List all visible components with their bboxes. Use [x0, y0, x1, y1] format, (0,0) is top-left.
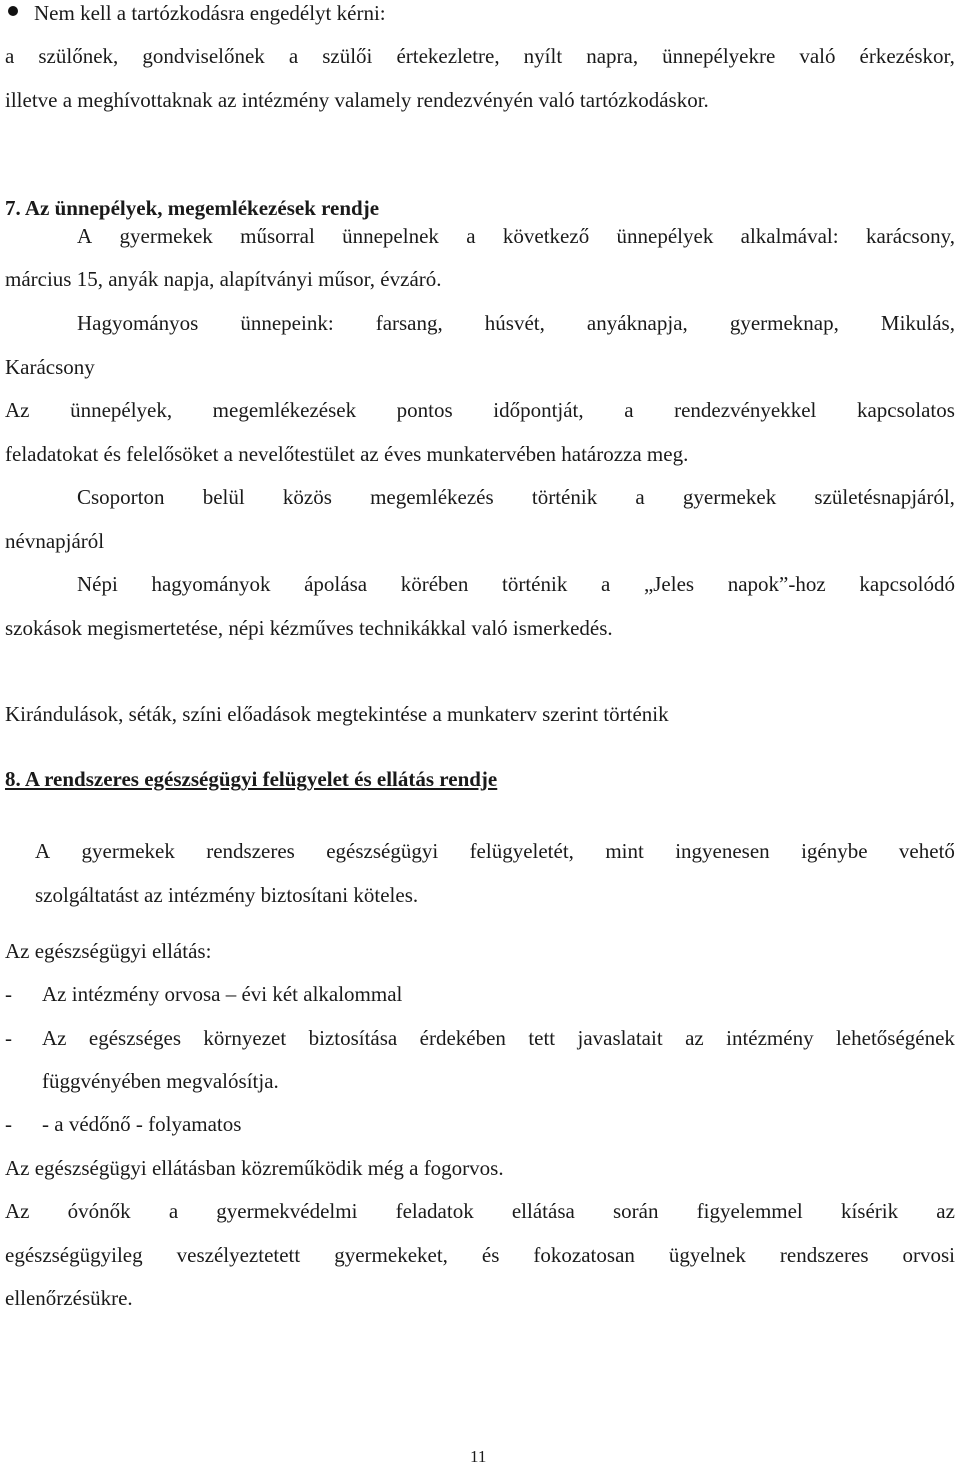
paragraph-line: Az egészségügyi ellátásban közreműködik még a fogorvos. [5, 1156, 504, 1180]
word: ünnepélyekre [662, 44, 776, 68]
bullet-dot-icon [8, 6, 18, 16]
word: ápolása [304, 572, 368, 596]
word: napok”-hoz [727, 572, 826, 596]
word: történik [502, 572, 568, 596]
word: gyermekek [119, 224, 213, 248]
paragraph-line [77, 571, 955, 597]
word: során [612, 1199, 659, 1223]
word: óvónők [67, 1199, 131, 1223]
word: gyermekvédelmi [216, 1199, 358, 1223]
word: a [600, 572, 611, 596]
word: Népi [77, 572, 118, 596]
word: ünnepélyek, [70, 398, 173, 422]
paragraph-line: szokások megismertetése, népi kézműves technikákkal való ismerkedés. [5, 616, 613, 640]
list-dash: - [5, 1026, 12, 1050]
word: kapcsolódó [859, 572, 955, 596]
word: az [685, 1026, 704, 1050]
section-heading: 8. A rendszeres egészségügyi felügyelet és ellátás rendje [5, 767, 498, 791]
word: a [288, 44, 299, 68]
word: érdekében [419, 1026, 506, 1050]
list-dash: - [5, 1112, 12, 1136]
paragraph-line: ellenőrzésükre. [5, 1286, 133, 1310]
word: rendszeres [206, 839, 295, 863]
page-number: 11 [470, 1447, 487, 1466]
word: felügyeletét, [469, 839, 574, 863]
word: rendszeres [779, 1243, 869, 1267]
word: figyelemmel [696, 1199, 803, 1223]
word: egészségügyileg [5, 1243, 143, 1267]
word: környezet [203, 1026, 287, 1050]
word: időpontját, [493, 398, 584, 422]
word: ingyenesen [675, 839, 770, 863]
word: egészségügyi [326, 839, 439, 863]
word: gyermekek [81, 839, 175, 863]
word: következő [502, 224, 590, 248]
word: ünnepeink: [240, 311, 334, 335]
paragraph-line [5, 1242, 955, 1268]
word: nyílt [523, 44, 563, 68]
word: megemlékezések [212, 398, 357, 422]
paragraph-line: Kirándulások, séták, színi előadások megtekintése a munkaterv szerint történik [5, 702, 669, 726]
word: gyermekek [682, 485, 777, 509]
word: Hagyományos [77, 311, 199, 335]
word: mint [605, 839, 644, 863]
paragraph-line [35, 838, 955, 864]
word: A [77, 224, 93, 248]
word: farsang, [375, 311, 443, 335]
word: intézmény [726, 1026, 814, 1050]
word: igénybe [801, 839, 868, 863]
word: gyermeknap, [729, 311, 839, 335]
word: megemlékezés [370, 485, 494, 509]
word: szülőnek, [38, 44, 119, 68]
paragraph-line: illetve a meghívottaknak az intézmény valamely rendezvényén való tartózkodáskor. [5, 88, 709, 112]
word: anyáknapja, [586, 311, 688, 335]
paragraph-line: feladatokat és felelősöket a nevelőtestület az éves munkatervében határozza meg. [5, 442, 689, 466]
word: kísérik [840, 1199, 899, 1223]
word: a [635, 485, 645, 509]
word: Az [42, 1026, 67, 1050]
paragraph-line [77, 310, 955, 336]
word: ünnepelnek [342, 224, 439, 248]
word: húsvét, [484, 311, 545, 335]
word: A [35, 839, 51, 863]
word: ügyelnek [668, 1243, 746, 1267]
word: való [799, 44, 836, 68]
paragraph-line [77, 223, 955, 249]
word: közös [282, 485, 332, 509]
word: „Jeles [643, 572, 695, 596]
word: tett [528, 1026, 556, 1050]
word: javaslatait [577, 1026, 663, 1050]
word: szülői [322, 44, 373, 68]
list-item-text: Az intézmény orvosa – évi két alkalommal [42, 982, 403, 1006]
word: ünnepélyek [616, 224, 714, 248]
list-item-text [42, 1025, 955, 1051]
word: történik [531, 485, 598, 509]
paragraph-line [5, 1198, 955, 1224]
word: ellátása [511, 1199, 575, 1223]
word: körében [400, 572, 469, 596]
word: egészséges [88, 1026, 182, 1050]
word: napra, [586, 44, 639, 68]
word: értekezletre, [396, 44, 500, 68]
word: feladatok [395, 1199, 474, 1223]
word: a [466, 224, 476, 248]
paragraph-line [77, 484, 955, 510]
word: és [481, 1243, 500, 1267]
list-item-text: - a védőnő - folyamatos [42, 1112, 242, 1136]
word: a [5, 44, 15, 68]
paragraph-line [5, 43, 955, 69]
word: gondviselőnek [142, 44, 265, 68]
list-item-text: függvényében megvalósítja. [42, 1069, 279, 1093]
word: veszélyeztetett [176, 1243, 301, 1267]
word: az [936, 1199, 955, 1223]
word: vehető [898, 839, 955, 863]
word: belül [202, 485, 245, 509]
paragraph-line: szolgáltatást az intézmény biztosítani köteles. [35, 883, 419, 907]
word: lehetőségének [835, 1026, 955, 1050]
paragraph-line [5, 397, 955, 423]
word: a [624, 398, 634, 422]
word: műsorral [240, 224, 315, 248]
word: Mikulás, [880, 311, 955, 335]
word: pontos [396, 398, 453, 422]
word: orvosi [902, 1243, 955, 1267]
bullet-text: Nem kell a tartózkodásra engedélyt kérni: [34, 1, 386, 25]
word: gyermekeket, [334, 1243, 448, 1267]
word: Az [5, 1199, 30, 1223]
word: hagyományok [151, 572, 271, 596]
word: Az [5, 398, 30, 422]
word: karácsony, [865, 224, 955, 248]
paragraph-line: március 15, anyák napja, alapítványi műsor, évzáró. [5, 267, 442, 291]
word: rendezvényekkel [674, 398, 817, 422]
word: alkalmával: [740, 224, 839, 248]
section-heading: 7. Az ünnepélyek, megemlékezések rendje [5, 196, 380, 220]
word: születésnapjáról, [814, 485, 955, 509]
paragraph-line: Karácsony [5, 355, 95, 379]
word: a [168, 1199, 179, 1223]
word: Csoporton [77, 485, 165, 509]
word: fokozatosan [533, 1243, 635, 1267]
list-dash: - [5, 982, 12, 1006]
care-label: Az egészségügyi ellátás: [5, 939, 212, 963]
word: érkezéskor, [859, 44, 955, 68]
word: biztosítása [308, 1026, 398, 1050]
word: kapcsolatos [856, 398, 955, 422]
paragraph-line: névnapjáról [5, 529, 105, 553]
